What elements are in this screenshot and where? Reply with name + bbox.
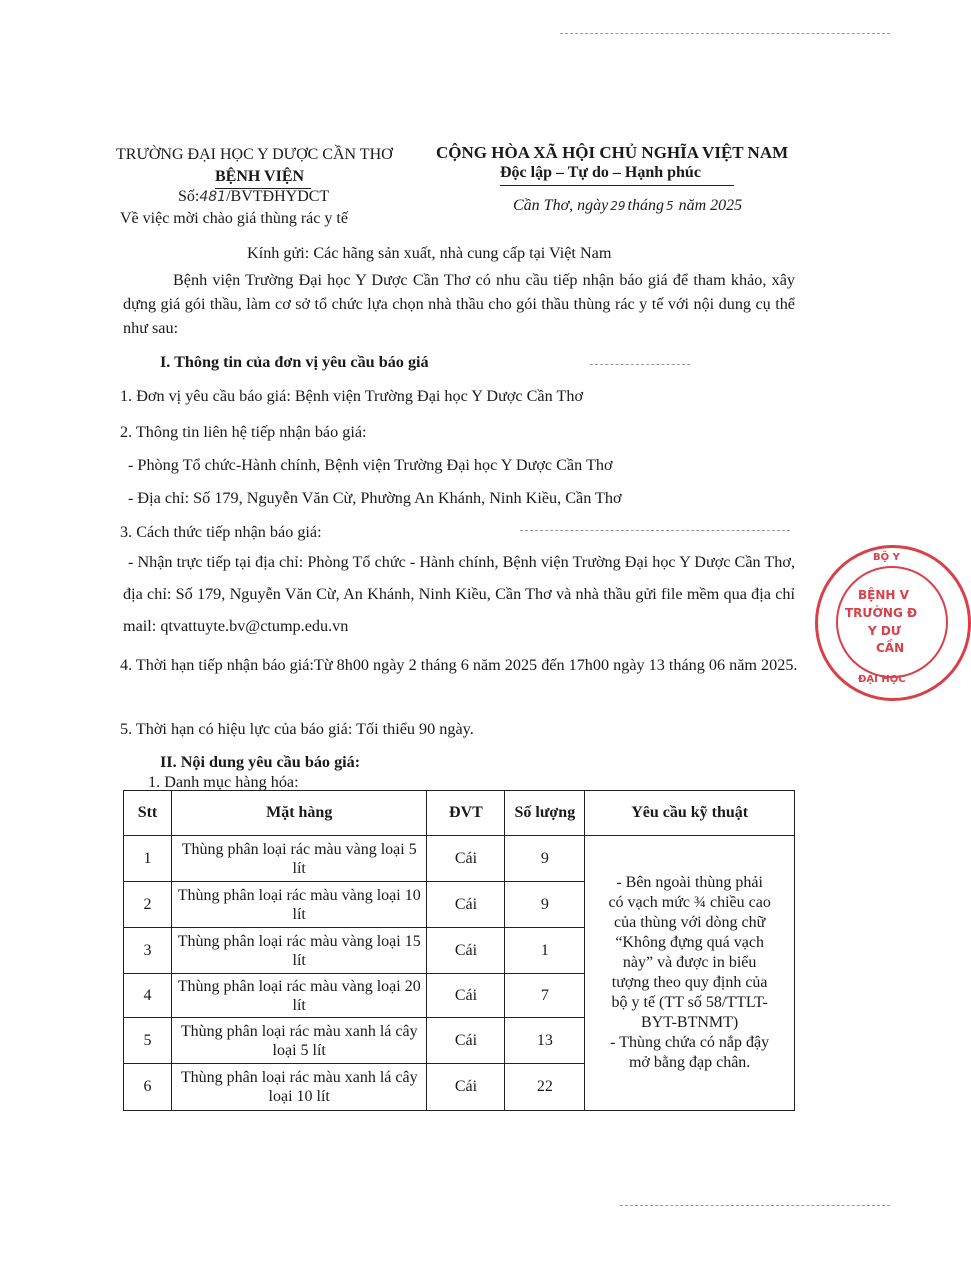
table-header-row — [124, 791, 795, 836]
row-item: Thùng phân loại rác màu xanh lá cây loại 5 lít — [171, 1018, 427, 1064]
row-unit: Cái — [427, 974, 505, 1018]
header-spec: Yêu cầu kỹ thuật — [585, 791, 795, 836]
section1-item1: 1. Đơn vị yêu cầu báo giá: Bệnh viện Trường Đại học Y Dược Cần Thơ — [120, 387, 584, 405]
date-month-label: tháng — [627, 197, 664, 214]
doc-number-prefix: Số: — [178, 188, 200, 205]
seal-text: ĐẠI HỌC — [858, 674, 906, 685]
row-item: Thùng phân loại rác màu vàng loại 20 lít — [171, 974, 427, 1018]
seal-text: CẦN — [876, 641, 905, 655]
row-qty: 13 — [505, 1018, 585, 1064]
row-qty: 1 — [505, 928, 585, 974]
row-qty: 7 — [505, 974, 585, 1018]
header-qty: Số lượng — [505, 791, 585, 836]
seal-text: TRƯỜNG Đ — [845, 606, 918, 620]
row-unit: Cái — [427, 928, 505, 974]
header-stt: Stt — [124, 791, 172, 836]
spec-line: bộ y tế (TT số 58/TTLT- — [611, 994, 768, 1011]
date-year: năm 2025 — [678, 197, 743, 214]
header-item: Mặt hàng — [171, 791, 427, 836]
section1-title: I. Thông tin của đơn vị yêu cầu báo giá — [160, 353, 429, 371]
row-qty: 22 — [505, 1064, 585, 1111]
section1-item5: 5. Thời hạn có hiệu lực của báo giá: Tối thiểu 90 ngày. — [120, 720, 474, 738]
row-qty: 9 — [505, 882, 585, 928]
row-stt: 4 — [124, 974, 172, 1018]
row-unit: Cái — [427, 1064, 505, 1111]
spec-line: này” và được in biểu — [622, 954, 757, 971]
intro-paragraph: Bệnh viện Trường Đại học Y Dược Cần Thơ có nhu cầu tiếp nhận báo giá để tham khảo, xây dựng giá gói thầu, làm cơ sở tổ chức lựa chọn nhà thầu cho gói thầu thùng rác y tế với nội dung cụ thể như sau: — [123, 271, 795, 337]
document-date — [513, 197, 742, 215]
org-unit: BỆNH VIỆN — [215, 168, 305, 185]
nation-title: CỘNG HÒA XÃ HỘI CHỦ NGHĨA VIỆT NAM — [436, 143, 789, 162]
row-qty: 9 — [505, 836, 585, 882]
row-unit: Cái — [427, 882, 505, 928]
recipient-line: Kính gửi: Các hãng sản xuất, nhà cung cấp tại Việt Nam — [247, 244, 612, 262]
date-prefix: Cần Thơ, ngày — [513, 197, 609, 214]
org-name: TRƯỜNG ĐẠI HỌC Y DƯỢC CẦN THƠ — [116, 146, 393, 163]
row-item: Thùng phân loại rác màu vàng loại 10 lít — [171, 882, 427, 928]
row-stt: 2 — [124, 882, 172, 928]
seal-inner-ring — [836, 566, 948, 678]
table-row — [124, 836, 795, 882]
spec-line: BYT-BTNMT) — [641, 1014, 739, 1031]
spec-line: mở bằng đạp chân. — [628, 1054, 751, 1071]
motto-underline — [500, 185, 734, 186]
row-stt: 3 — [124, 928, 172, 974]
document-number — [178, 188, 329, 206]
row-item: Thùng phân loại rác màu xanh lá cây loại 10 lít — [171, 1064, 427, 1111]
row-unit: Cái — [427, 1018, 505, 1064]
row-stt: 5 — [124, 1018, 172, 1064]
row-unit: Cái — [427, 836, 505, 882]
spec-line: có vạch mức ¾ chiều cao — [608, 894, 771, 911]
spec-line: - Bên ngoài thùng phải — [616, 874, 763, 891]
spec-line: của thùng với dòng chữ — [613, 914, 766, 931]
section1-item3: 3. Cách thức tiếp nhận báo giá: — [120, 523, 322, 541]
spec-line: tượng theo quy định của — [611, 974, 768, 991]
section1-item2-sub2: - Địa chỉ: Số 179, Nguyễn Văn Cừ, Phường An Khánh, Ninh Kiều, Cần Thơ — [128, 489, 622, 507]
row-item: Thùng phân loại rác màu vàng loại 5 lít — [171, 836, 427, 882]
spec-line: - Thùng chứa có nắp đậy — [610, 1034, 770, 1051]
scan-artifact — [520, 530, 790, 532]
section1-item2: 2. Thông tin liên hệ tiếp nhận báo giá: — [120, 423, 367, 441]
section1-item4: 4. Thời hạn tiếp nhận báo giá:Từ 8h00 ngày 2 tháng 6 năm 2025 đến 17h00 ngày 13 tháng 06 năm 2025. — [120, 656, 798, 674]
document-subject: Về việc mời chào giá thùng rác y tế — [120, 210, 348, 227]
official-seal — [815, 545, 971, 701]
scan-artifact — [560, 33, 890, 35]
section1-item2-sub1: - Phòng Tổ chức-Hành chính, Bệnh viện Trường Đại học Y Dược Cần Thơ — [128, 456, 613, 474]
spec-cell — [585, 836, 795, 1111]
spec-line: “Không đựng quá vạch — [615, 934, 764, 951]
seal-text: Y DƯ — [868, 624, 901, 638]
section2-sub1: 1. Danh mục hàng hóa: — [148, 773, 299, 791]
date-day-handwritten: 29 — [610, 199, 626, 213]
doc-number-suffix: /BVTĐHYDCT — [226, 188, 330, 205]
section2-title: II. Nội dung yêu cầu báo giá: — [160, 753, 361, 771]
row-stt: 1 — [124, 836, 172, 882]
scan-artifact — [590, 364, 690, 366]
doc-number-handwritten: 481 — [199, 189, 227, 205]
date-month-handwritten: 5 — [665, 199, 674, 213]
section1-item3-sub1: - Nhận trực tiếp tại địa chỉ: Phòng Tổ chức - Hành chính, Bệnh viện Trường Đại học Y Dược Cần Thơ, địa chỉ: Số 179, Nguyễn Văn Cừ, An Khánh, Ninh Kiều, Cần Thơ và nhà thầu gửi file mềm qua địa chỉ mail: qtvattuyte.bv@ctump.edu.vn — [123, 553, 795, 635]
seal-text: BỆNH V — [858, 588, 909, 602]
row-stt: 6 — [124, 1064, 172, 1111]
nation-motto: Độc lập – Tự do – Hạnh phúc — [500, 164, 701, 181]
scan-artifact — [620, 1205, 890, 1207]
goods-table — [123, 790, 795, 1111]
header-unit: ĐVT — [427, 791, 505, 836]
row-item: Thùng phân loại rác màu vàng loại 15 lít — [171, 928, 427, 974]
seal-text: BỘ Y — [873, 552, 900, 563]
